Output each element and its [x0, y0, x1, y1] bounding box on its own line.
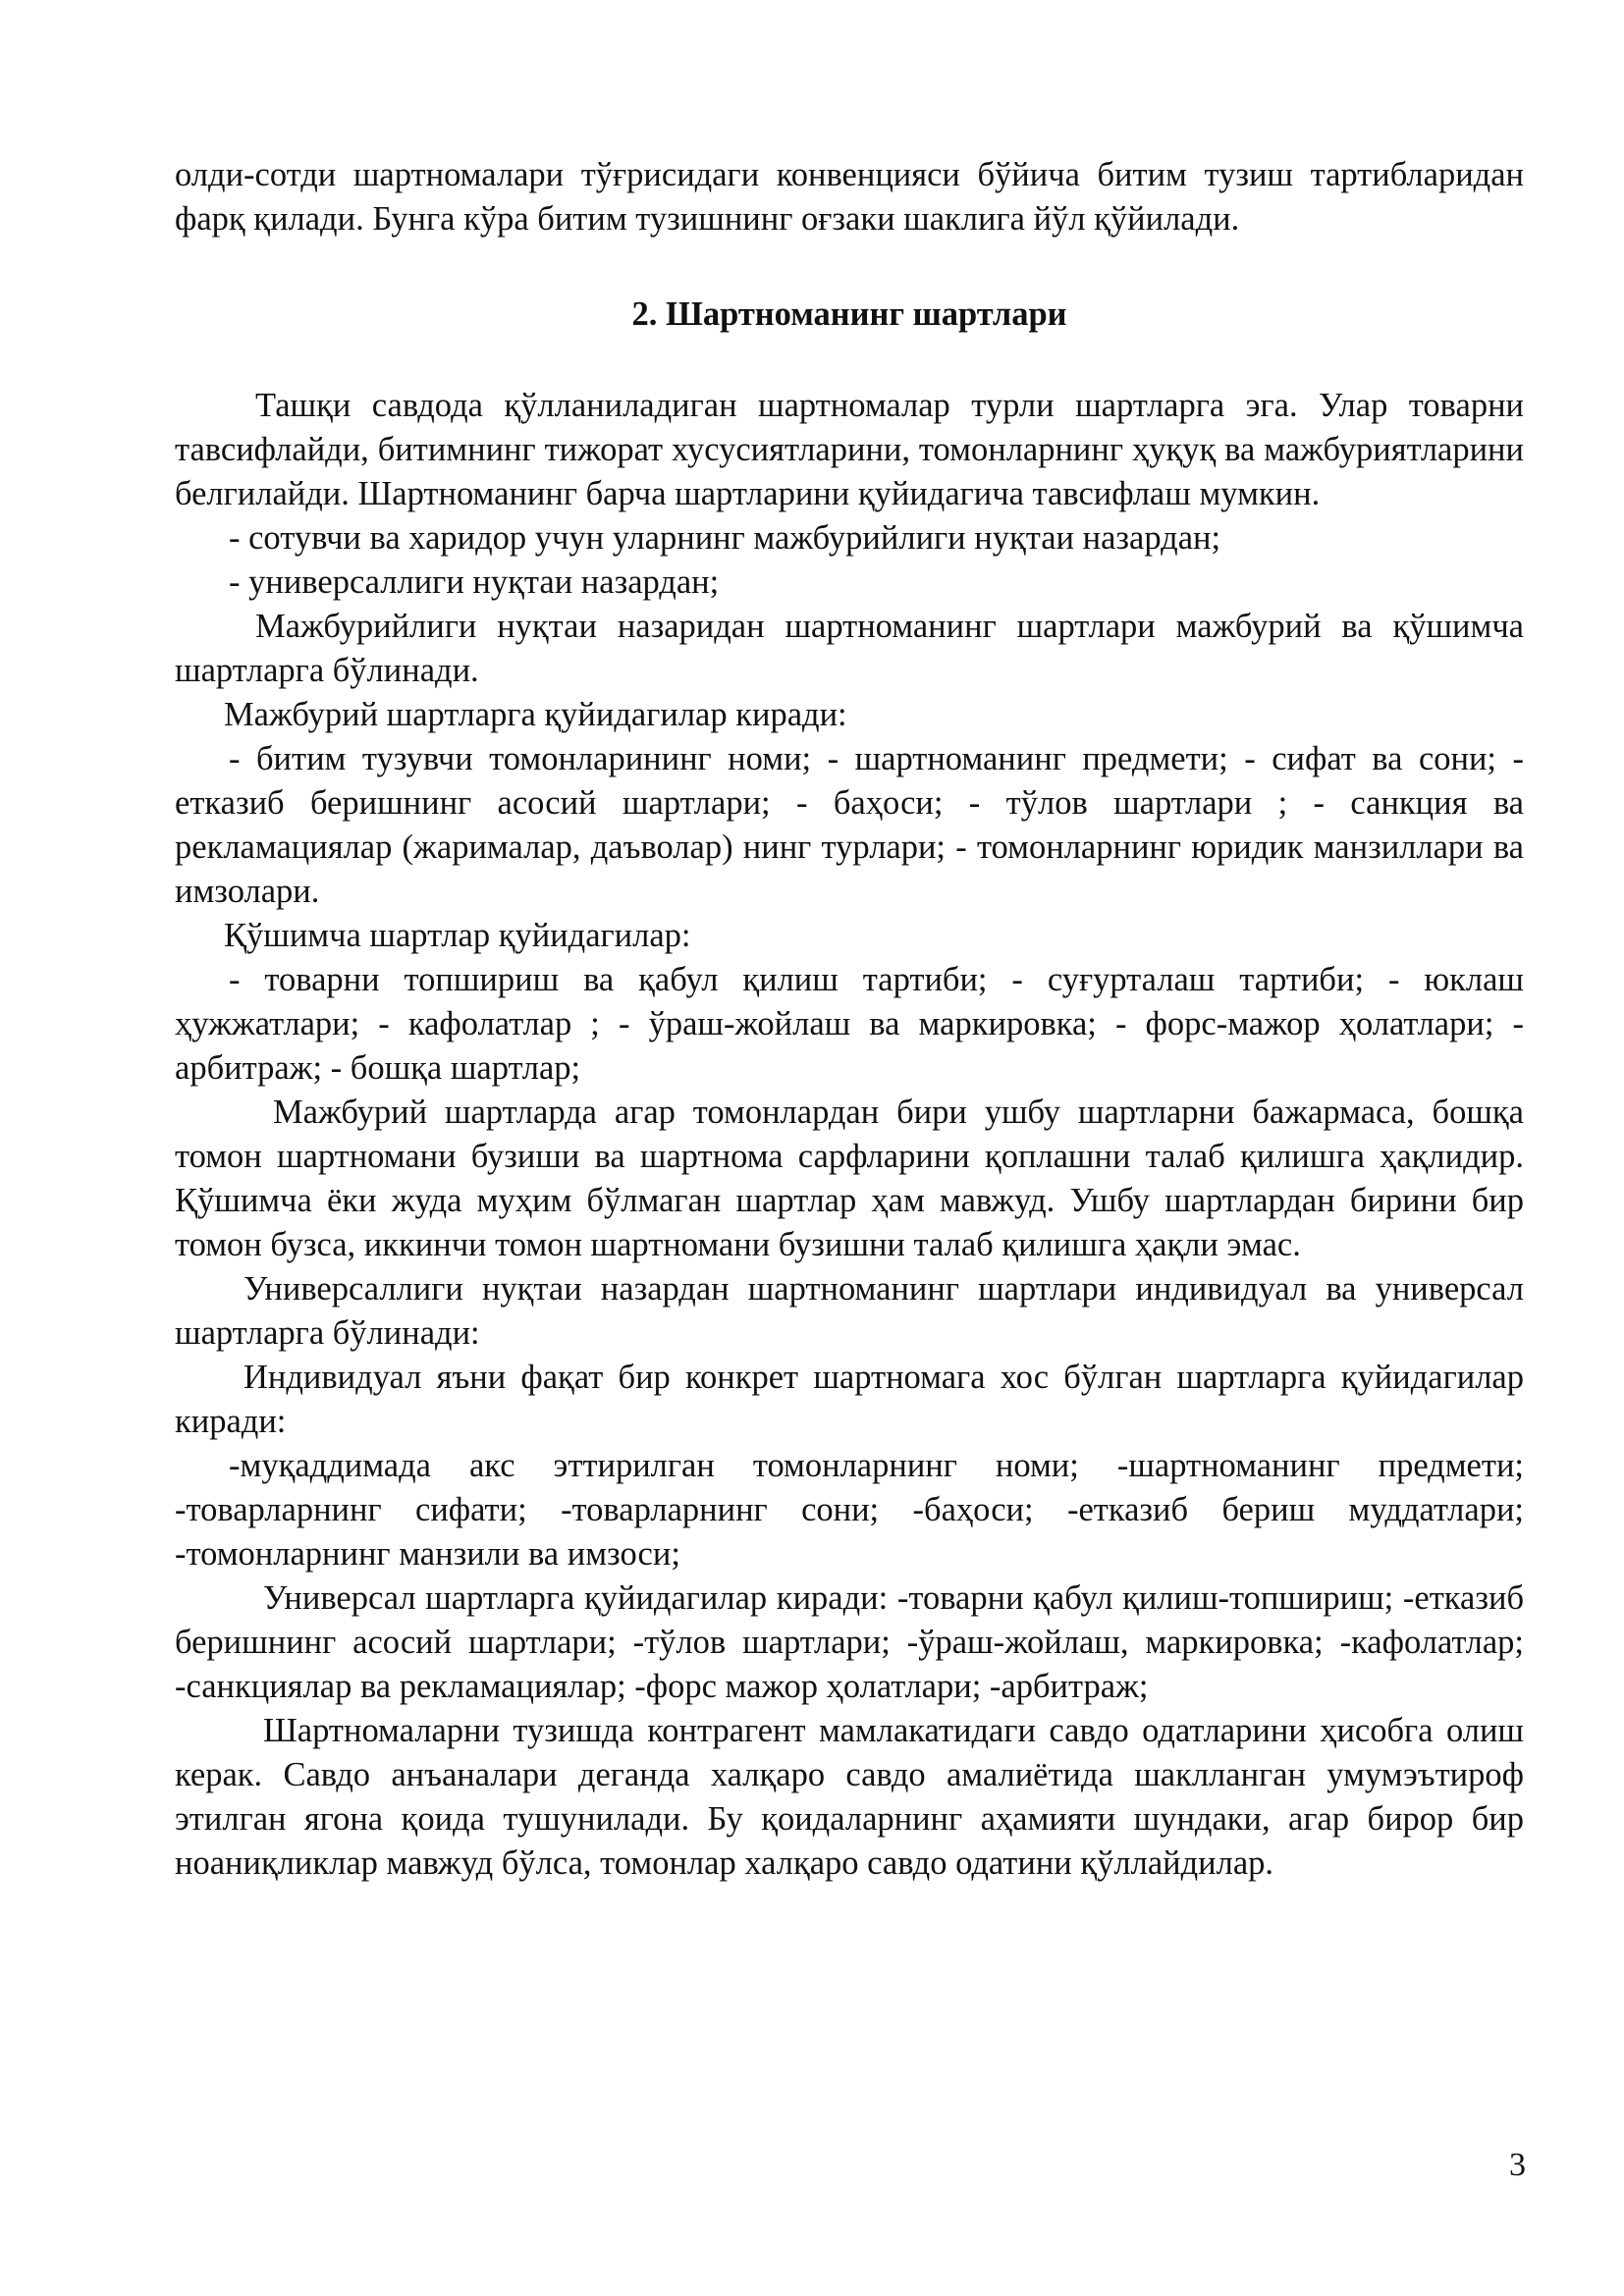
paragraph-breach: Мажбурий шартларда агар томонлардан бири ушбу шартларни бажармаса, бошқа томон шартномани бузиши ва шартнома сарфларини қоплашни талаб қилишга ҳақлидир. Қўшимча ёки жуда муҳим бўлмаган шартлар ҳам мавжуд. Ушбу шартлардан бирини бир томон бузса, иккинчи томон шартномани бузишни талаб қилишга ҳақли эмас.	[175, 1094, 1524, 1263]
paragraph-individual: Индивидуал яъни фақат бир конкрет шартномага хос бўлган шартларга қуйидагилар киради:	[175, 1359, 1524, 1440]
paragraph-universal-list: Универсал шартларга қуйидагилар киради: -товарни қабул қилиш-топшириш; -етказиб беришнинг асосий шартлари; -тўлов шартлари; -ўраш-жойлаш, маркировка; -кафолатлар; -санкциялар ва рекламациялар; -форс мажор ҳолатлари; -арбитраж;	[175, 1579, 1524, 1705]
paragraph-universality-split: Универсаллиги нуқтаи назардан шартноманинг шартлари индивидуал ва универсал шартларга бўлинади:	[175, 1270, 1524, 1352]
paragraph-additional-list: - товарни топшириш ва қабул қилиш тартиби; - суғурталаш тартиби; - юклаш ҳужжатлари; - кафолатлар ; - ўраш-жойлаш ва маркировка; - форс-мажор ҳолатлари; - арбитраж; - бошқа шартлар;	[175, 961, 1524, 1087]
list-item-obligation: - сотувчи ва харидор учун уларнинг мажбурийлиги нуқтаи назардан;	[229, 519, 1221, 557]
paragraph-individual-list: -муқаддимада акс эттирилган томонларнинг номи; -шартноманинг предмети; -товарларнинг сифати; -товарларнинг сони; -баҳоси; -етказиб бериш муддатлари; -томонларнинг манзили ва имзоси;	[175, 1447, 1524, 1573]
paragraph-mandatory-heading: Мажбурий шартларга қуйидагилар киради:	[224, 696, 847, 733]
paragraph-mandatory-split: Мажбурийлиги нуқтаи назаридан шартноманинг шартлари мажбурий ва қўшимча шартларга бўлинади.	[175, 608, 1524, 689]
document-page	[175, 153, 1524, 1886]
list-item-universality: - универсаллиги нуқтаи назардан;	[229, 563, 720, 601]
paragraph-intro: Ташқи савдода қўлланиладиган шартномалар турли шартларга эга. Улар товарни тавсифлайди, битимнинг тижорат хусусиятларини, томонларнинг ҳуқуқ ва мажбуриятларини белгилайди. Шартноманинг барча шартларини қуйидагича тавсифлаш мумкин.	[175, 387, 1524, 512]
section-heading: 2. Шартноманинг шартлари	[631, 295, 1067, 333]
paragraph-trade-customs: Шартномаларни тузишда контрагент мамлакатидаги савдо одатларини ҳисобга олиш керак. Савдо анъаналари деганда халқаро савдо амалиётида шаклланган умумэътироф этилган ягона қоида тушунилади. Бу қоидаларнинг аҳамияти шундаки, агар бирор бир ноаниқликлар мавжуд бўлса, томонлар халқаро савдо одатини қўллайдилар.	[175, 1712, 1524, 1882]
page-number: 3	[1509, 2147, 1526, 2183]
paragraph-mandatory-list: - битим тузувчи томонларининг номи; - шартноманинг предмети; - сифат ва сони; - етказиб беришнинг асосий шартлари; - баҳоси; - тўлов шартлари ; - санкция ва рекламациялар (жарималар, даъволар) нинг турлари; - томонларнинг юридик манзиллари ва имзолари.	[175, 740, 1524, 910]
paragraph-continuation: олди-сотди шартномалари тўғрисидаги конвенцияси бўйича битим тузиш тартибларидан фарқ қилади. Бунга кўра битим тузишнинг оғзаки шаклига йўл қўйилади.	[175, 156, 1524, 238]
paragraph-additional-heading: Қўшимча шартлар қуйидагилар:	[224, 917, 691, 954]
